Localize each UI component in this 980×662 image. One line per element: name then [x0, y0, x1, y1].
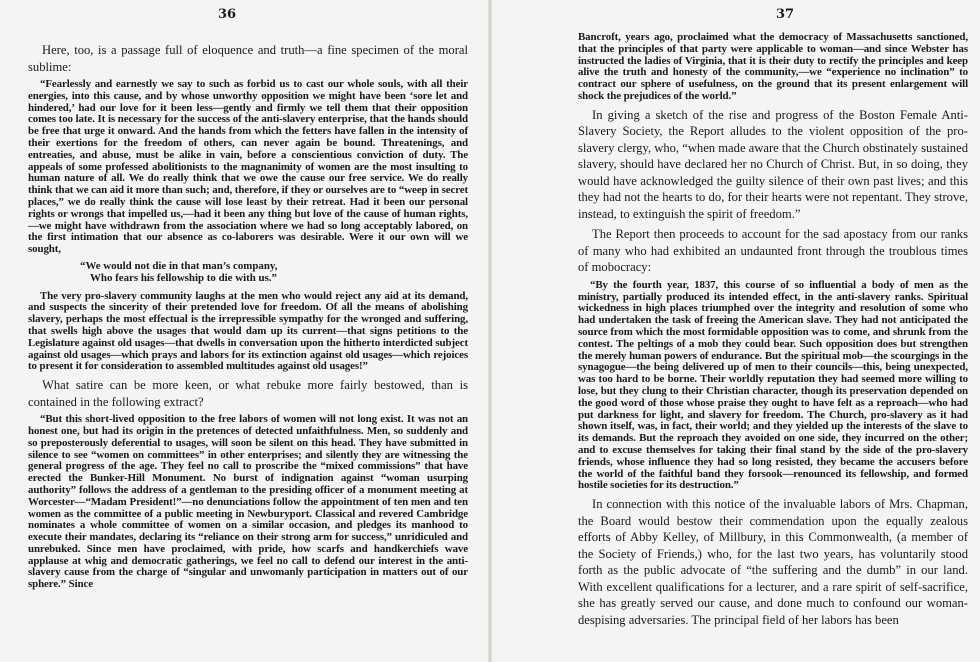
- quote-paragraph: “By the fourth year, 1837, this course of so influential a body of men as the ministry, partially produced its intended effect, in the anti-slavery ranks. Spiritual wickedness in high places triumphed over the integrity and resolution of some who had undertaken the task of freeing the American slave. They had not anticipated the source from which the most formidable opposition was to come, and shrunk from the contest. The peltings of a mob they could bear. Such opposition does but strengthen the merely human powers of endurance. But the spiritual mob—the scourgings in the synagogue—the being delivered up of men to their councils—this, being unexpected, was too hard to be borne. Their worldly reputation they had seemed more willing to lose, but they clung to their Christian character, though its preservation depended on the good word of those whose praise they ought to have felt as a reproach—who had put darkness for light, and slavery for freedom. The Church, pro-slavery as it had shown itself, was, in fact, their world; and they yielded up the interests of the slave to its demands. But the reproach they avoided on one side, they incurred on the other; and to excuse themselves for taking their final stand by the side of the pro-slavery friends, whose influence they had so long resisted, they became the accusers before the world of the faithful band they forsook—renounced its fellowship, and formed hostile societies for its destruction.”: [578, 278, 968, 492]
- quote-paragraph: “But this short-lived opposition to the free labors of women will not long exist. It was not an honest one, but had its origin in the pretences of detected unfaithfulness. Men, so suddenly and so preposterously deferential to usages, will soon be silent on this head. They have submitted in silence to see “women on committees” in other enterprises; and silently they are witnessing the general progress of the age. They feel no call to proscribe the “mixed commissions” that have erected the Bunker-Hill Monument. No burst of indignation against “woman usurping authority” follows the address of a gentleman to the presiding officer of a monument meeting at Worcester—“Madam President!”—no denunciations follow the appointment of ten men and ten women as the committee of a public meeting in Newburyport. Classical and revered Cambridge nominates a whole committee of women on a similar occasion, and pledges its manhood to execute their mandates, declaring its “reliance on their strong arm for success,” unridiculed and unrebuked. Since men have proclaimed, with pride, how scarfs and handkerchiefs wave applause at whig and democratic gatherings, we feel no call to defend our interest in the anti-slavery cause from the charge of “singular and unwomanly participation in matters out of our sphere.” Since: [28, 413, 468, 591]
- paragraph: What satire can be more keen, or what rebuke more fairly bestowed, than is contained in the following extract?: [28, 378, 468, 409]
- paragraph: Here, too, is a passage full of eloquence and truth—a fine specimen of the moral sublime:: [28, 43, 468, 74]
- right-page: [490, 0, 980, 662]
- paragraph: The Report then proceeds to account for the sad apostacy from our ranks of many who had exhibited an undaunted front through the troublous times of mobocracy:: [578, 227, 968, 275]
- page-number: 37: [776, 7, 795, 22]
- quote-paragraph: “Fearlessly and earnestly we say to such as forbid us to cast our whole souls, with all their energies, into this cause, and by whose unworthy opposition we might have been ‘sore let and hindered,’ had our love for it been less—gently and firmly we tell them that their opposition comes too late. It is necessary for the success of the anti-slavery enterprise, that the hands should be free that urge it onward. And the hands from which the fetters have fallen in the intensity of their exertions for the freedom of others, can never again be bound. Threatenings, and entreaties, and abuse, must be alike in vain, before a conscientious conviction of duty. The appeals of some professed abolitionists to the magnanimity of women are the most insulting to human nature of all. We do really think that we owe the cause our free service. We do really think that we can aid it more than such; and, therefore, if they or ourselves are to “weep in secret places,” we do really think the cause will lose least by their retreat. Had it been our personal rights or wrongs that impelled us,—had it been any thing but love of the cause of human rights,—we might have withdrawn from the association where we had so long acceptably labored, on the first intimation that our absence as co-laborers was desirable. Were it our own will we sought,: [28, 78, 468, 256]
- verse-line: “We would not die in that man’s company,: [80, 259, 278, 272]
- page-number: 36: [218, 7, 237, 22]
- paragraph: In giving a sketch of the rise and progress of the Boston Female Anti-Slavery Society, the Report alludes to the violent opposition of the pro-slavery clergy, who, “when made aware that the Church obstinately sustained slavery, should have declared her no Church of Christ. But, in so doing, they would have acknowledged the guilty silence of their own past lives; and this they had not the hearts to do, for their hearts were not repentant. They strove, instead, to extinguish the spirit of freedom.”: [578, 107, 968, 221]
- verse-quotation: [80, 261, 468, 285]
- verse-line: Who fears his fellowship to die with us.”: [90, 271, 277, 284]
- quote-paragraph: The very pro-slavery community laughs at the men who would reject any aid at its demand, and suspects the sincerity of their pretended love for freedom. Of all the means of abolishing slavery, perhaps the most effectual is the irrepressible sympathy for the wronged and suffering, that swells high above the usages that would dam up its current—that signs petitions to the Legislature against old usages—that dwells in conversation upon the hitherto interdicted subject against old usages—which prays and labors for its extinction against old usages—which rejoices to present it for consideration to assembled multitudes against old usages!”: [28, 289, 468, 373]
- quote-paragraph: Bancroft, years ago, proclaimed what the democracy of Massachusetts sanctioned, that the principles of that party were applicable to woman—and since Webster has instructed the ladies of Virginia, that it is their duty to rectify the principles and keep alive the truth and honesty of the community,—we “experience no inclination” to contract our sphere of usefulness, on the ground that its present enlargement will shock the prejudices of the world.”: [578, 31, 968, 102]
- paragraph: In connection with this notice of the invaluable labors of Mrs. Chapman, the Board would bestow their commendation upon the equally zealous efforts of Abby Kelley, of Millbury, in this Commonwealth, (a member of the Society of Friends,) who, for the last two years, has voluntarily stood forth as the public advocate of “the suffering and the dumb” in our land. With excellent qualifications for a lecturer, and a rare spirit of self-sacrifice, she has greatly served our cause, and done much to confound our woman-despising adversaries. The principal field of her labors has been: [578, 497, 968, 627]
